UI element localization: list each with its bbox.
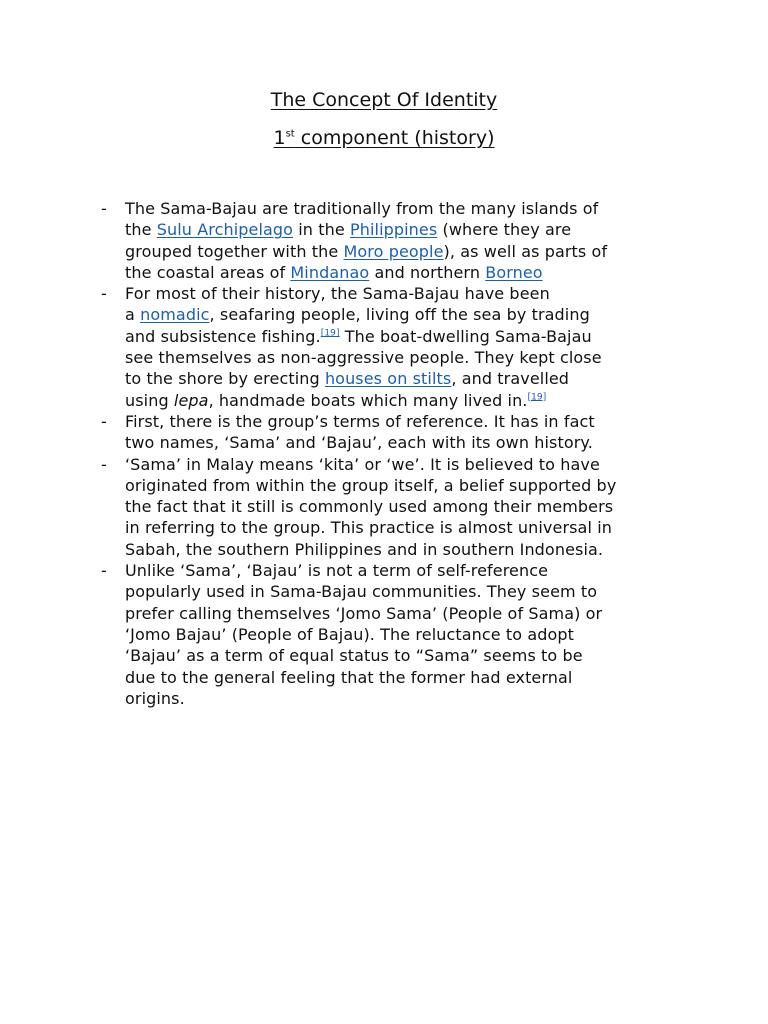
text-line [125, 347, 678, 368]
text-line [125, 283, 678, 304]
text-segment: originated from within the group itself, a belief supported by [125, 475, 617, 495]
text-segment: , seafaring people, living off the sea by trading [209, 305, 590, 325]
text-line [125, 219, 678, 240]
bullet-dash: - [101, 284, 107, 304]
text-line [125, 645, 678, 666]
list-item [98, 198, 678, 283]
text-segment: (where they are [437, 220, 572, 240]
text-segment: prefer calling themselves ‘Jomo Sama’ (People of Sama) or [125, 603, 603, 623]
text-line [125, 454, 678, 475]
subtitle-text: component (history) [294, 127, 495, 149]
text-segment: and subsistence fishing. [125, 326, 321, 346]
text-segment: First, there is the group’s terms of reference. It has in fact [125, 411, 595, 431]
text-line [125, 411, 678, 432]
bullet-list [98, 198, 678, 709]
text-line [125, 624, 678, 645]
italic-text: lepa [173, 390, 209, 410]
text-line [125, 667, 678, 688]
hyperlink[interactable]: Borneo [485, 262, 543, 282]
text-line [125, 581, 678, 602]
text-line [125, 198, 678, 219]
document-title: The Concept Of Identity [270, 89, 498, 111]
hyperlink[interactable]: houses on stilts [324, 369, 452, 389]
list-item [98, 454, 678, 560]
text-segment: the [125, 220, 157, 240]
text-line [125, 390, 678, 411]
text-segment: ‘Sama’ in Malay means ‘kita’ or ‘we’. It is believed to have [125, 454, 600, 474]
text-segment: two names, ‘Sama’ and ‘Bajau’, each with its own history. [125, 433, 593, 453]
text-segment: a [125, 305, 141, 325]
text-segment: The boat-dwelling Sama-Bajau [339, 326, 592, 346]
text-line [125, 603, 678, 624]
document-subtitle [0, 126, 768, 150]
hyperlink[interactable]: Moro people [343, 241, 444, 261]
text-segment: popularly used in Sama-Bajau communities. They seem to [125, 582, 598, 602]
text-segment: the coastal areas of [125, 262, 291, 282]
text-line [125, 432, 678, 453]
text-segment: origins. [125, 688, 185, 708]
bullet-dash: - [101, 411, 107, 431]
list-item [98, 560, 678, 709]
citation-link[interactable]: [19] [527, 392, 547, 403]
hyperlink[interactable]: Philippines [349, 220, 438, 240]
citation-link[interactable]: [19] [320, 328, 340, 339]
list-item [98, 411, 678, 454]
text-line [125, 688, 678, 709]
text-segment: Unlike ‘Sama’, ‘Bajau’ is not a term of self-reference [125, 561, 549, 581]
bullet-dash: - [101, 561, 107, 581]
text-line [125, 539, 678, 560]
text-segment: Sabah, the southern Philippines and in southern Indonesia. [125, 539, 604, 559]
text-segment: in referring to the group. This practice is almost universal in [125, 518, 612, 538]
text-segment: the fact that it still is commonly used among their members [125, 497, 614, 517]
text-line [125, 475, 678, 496]
text-segment: The Sama-Bajau are traditionally from the many islands of [125, 199, 599, 218]
text-line [125, 326, 678, 347]
text-line [125, 241, 678, 262]
text-segment: grouped together with the [125, 241, 344, 261]
bullet-dash: - [101, 199, 107, 218]
list-item [98, 283, 678, 411]
text-segment: ), as well as parts of [443, 241, 608, 261]
text-segment: due to the general feeling that the former had external [125, 667, 573, 687]
text-line [125, 304, 678, 325]
bullet-dash: - [101, 454, 107, 474]
text-segment: , and travelled [451, 369, 570, 389]
subtitle-number: 1 [273, 127, 286, 149]
text-segment: For most of their history, the Sama-Bajau have been [125, 284, 550, 304]
text-line [125, 368, 678, 389]
hyperlink[interactable]: Sulu Archipelago [156, 220, 294, 240]
text-line [125, 262, 678, 283]
text-segment: and northern [369, 262, 486, 282]
hyperlink[interactable]: nomadic [140, 305, 210, 325]
hyperlink[interactable]: Mindanao [290, 262, 370, 282]
text-segment: to the shore by erecting [125, 369, 325, 389]
text-segment: see themselves as non-aggressive people. They kept close [125, 348, 602, 368]
text-segment: using [125, 390, 174, 410]
text-line [125, 517, 678, 538]
text-line [125, 496, 678, 517]
text-line [125, 560, 678, 581]
text-segment: , handmade boats which many lived in. [208, 390, 528, 410]
text-segment: in the [293, 220, 350, 240]
text-segment: ‘Jomo Bajau’ (People of Bajau). The reluctance to adopt [125, 624, 575, 644]
text-segment: ‘Bajau’ as a term of equal status to “Sama” seems to be [125, 646, 583, 666]
subtitle-superscript: st [285, 128, 295, 140]
